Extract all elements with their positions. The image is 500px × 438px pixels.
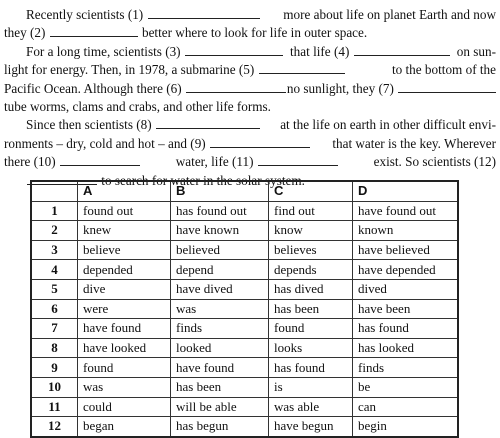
table-header-row [31, 181, 458, 201]
passage-text: Since then scientists (8) [26, 117, 152, 133]
table-row [31, 377, 458, 397]
option-d-cell: have been [353, 299, 459, 319]
passage-text: ronments – dry, cold and hot – and (9) [4, 135, 206, 151]
blank-7 [398, 81, 496, 93]
passage-text: no sunlight, they (7) [286, 80, 394, 96]
passage-line-9 [4, 153, 496, 171]
option-c-cell: is [269, 377, 353, 397]
option-a-cell: began [78, 417, 171, 437]
option-c-cell: depends [269, 260, 353, 280]
option-b-cell: was [171, 299, 269, 319]
option-a-cell: have looked [78, 338, 171, 358]
option-d-cell: has looked [353, 338, 459, 358]
blank-6 [186, 81, 286, 93]
option-d-cell: finds [353, 358, 459, 378]
passage-line-6 [4, 98, 496, 116]
header-cell [31, 181, 78, 201]
option-d-cell: begin [353, 417, 459, 437]
passage-text: more about life on planet Earth and now [283, 7, 496, 22]
blank-4 [354, 44, 450, 56]
blank-8 [156, 117, 260, 129]
option-d-cell: known [353, 221, 459, 241]
row-number-cell: 1 [31, 201, 78, 221]
option-d-cell: have found out [353, 201, 459, 221]
option-b-cell: have dived [171, 279, 269, 299]
option-a-cell: knew [78, 221, 171, 241]
row-number-cell: 5 [31, 279, 78, 299]
option-a-cell: have found [78, 319, 171, 339]
option-d-cell: have believed [353, 240, 459, 260]
table-row [31, 201, 458, 221]
option-c-cell: found [269, 319, 353, 339]
passage-line-8 [4, 135, 496, 153]
header-cell-a: A [78, 181, 171, 201]
blank-10 [60, 154, 140, 166]
passage-text: at the life on earth in other difficult envi- [280, 117, 496, 133]
option-d-cell: has found [353, 319, 459, 339]
option-a-cell: depended [78, 260, 171, 280]
header-cell-b: B [171, 181, 269, 201]
option-a-cell: were [78, 299, 171, 319]
header-cell-c: C [269, 181, 353, 201]
option-b-cell: have known [171, 221, 269, 241]
passage-text: that life (4) [290, 43, 350, 59]
row-number-cell: 8 [31, 338, 78, 358]
passage-text: light for energy. Then, in 1978, a submarine (5) [4, 62, 255, 78]
row-number-cell: 4 [31, 260, 78, 280]
option-a-cell: could [78, 397, 171, 417]
passage-line-7 [4, 116, 496, 134]
passage-line-3 [4, 43, 496, 61]
option-c-cell: has been [269, 299, 353, 319]
option-d-cell: have depended [353, 260, 459, 280]
option-a-cell: found [78, 358, 171, 378]
blank-5 [259, 62, 345, 74]
option-c-cell: was able [269, 397, 353, 417]
row-number-cell: 9 [31, 358, 78, 378]
option-c-cell: looks [269, 338, 353, 358]
row-number-cell: 7 [31, 319, 78, 339]
option-c-cell: find out [269, 201, 353, 221]
row-number-cell: 3 [31, 240, 78, 260]
option-c-cell: know [269, 221, 353, 241]
passage-text: there (10) [4, 154, 56, 170]
table-row [31, 299, 458, 319]
table-row [31, 319, 458, 339]
table-row [31, 338, 458, 358]
row-number-cell: 10 [31, 377, 78, 397]
option-a-cell: was [78, 377, 171, 397]
passage-text: to the bottom of the [391, 62, 496, 78]
option-c-cell: has found [269, 358, 353, 378]
option-b-cell: finds [171, 319, 269, 339]
blank-3 [185, 44, 283, 56]
option-a-cell: believe [78, 240, 171, 260]
option-d-cell: be [353, 377, 459, 397]
row-number-cell: 6 [31, 299, 78, 319]
passage-text: to search for water in the solar system. [101, 172, 305, 188]
blank-11 [258, 154, 338, 166]
passage-line-5 [4, 80, 496, 98]
option-b-cell: looked [171, 338, 269, 358]
option-b-cell: depend [171, 260, 269, 280]
passage-text: water, life (11) [175, 154, 254, 170]
passage-text: better where to look for life in outer space. [141, 25, 368, 41]
blank-2 [50, 25, 138, 37]
header-cell-d: D [353, 181, 459, 201]
row-number-cell: 2 [31, 221, 78, 241]
table-row [31, 397, 458, 417]
option-b-cell: believed [171, 240, 269, 260]
option-b-cell: has found out [171, 201, 269, 221]
option-d-cell: dived [353, 279, 459, 299]
option-a-cell: dive [78, 279, 171, 299]
table-row [31, 221, 458, 241]
passage-text: they (2) [4, 25, 46, 41]
table-row [31, 240, 458, 260]
option-b-cell: has begun [171, 417, 269, 437]
passage-text: Recently scientists (1) [26, 7, 144, 22]
row-number-cell: 11 [31, 397, 78, 417]
passage-line-4 [4, 61, 496, 79]
option-a-cell: found out [78, 201, 171, 221]
passage [4, 6, 496, 190]
passage-text: tube worms, clams and crabs, and other life forms. [4, 98, 271, 114]
passage-text: For a long time, scientists (3) [26, 43, 181, 59]
row-number-cell: 12 [31, 417, 78, 437]
option-c-cell: has dived [269, 279, 353, 299]
option-c-cell: believes [269, 240, 353, 260]
table-body [31, 201, 458, 437]
blank-9 [210, 136, 310, 148]
option-b-cell: has been [171, 377, 269, 397]
table-row [31, 279, 458, 299]
passage-text: exist. So scientists (12) [373, 154, 496, 170]
table-row [31, 417, 458, 437]
option-c-cell: have begun [269, 417, 353, 437]
table-row [31, 260, 458, 280]
blank-1 [148, 7, 260, 19]
option-b-cell: will be able [171, 397, 269, 417]
option-d-cell: can [353, 397, 459, 417]
table-row [31, 358, 458, 378]
passage-text: on sun- [456, 43, 496, 59]
passage-line-2 [4, 24, 496, 42]
option-b-cell: have found [171, 358, 269, 378]
answer-table [30, 180, 459, 438]
passage-text: that water is the key. Wherever [332, 135, 496, 151]
passage-text: Pacific Ocean. Although there (6) [4, 80, 182, 96]
passage-line-1 [4, 6, 496, 24]
